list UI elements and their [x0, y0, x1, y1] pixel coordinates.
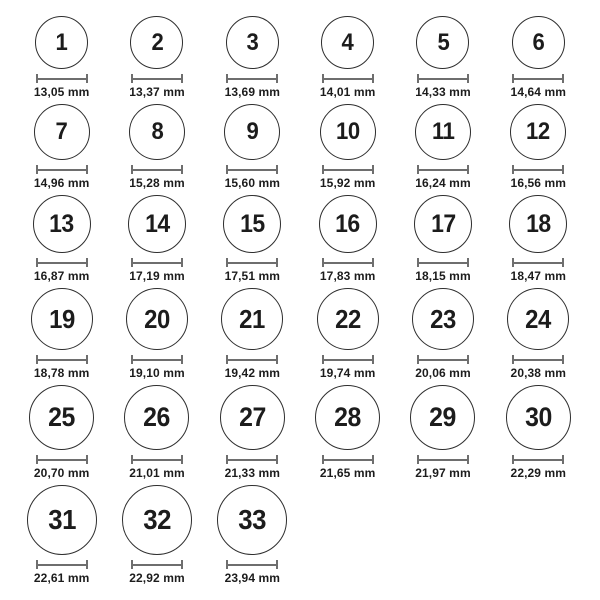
- diameter-ruler: [417, 74, 469, 83]
- ring-size-number: 16: [335, 209, 360, 238]
- diameter-label: 13,05 mm: [33, 85, 90, 99]
- ring-size-number: 13: [49, 209, 74, 238]
- ring-size-number: 1: [55, 28, 68, 56]
- diameter-ruler: [417, 165, 469, 174]
- ring-size-number: 18: [525, 209, 551, 238]
- ring-size-number: 33: [238, 504, 267, 535]
- diameter-label: 14,64 mm: [510, 85, 567, 99]
- diameter-ruler: [36, 258, 88, 267]
- ring-size-item: [14, 195, 109, 283]
- chart-row: [14, 16, 586, 99]
- ring-circle: [31, 288, 93, 350]
- diameter-label: 23,94 mm: [224, 571, 281, 585]
- diameter-ruler: [512, 74, 564, 83]
- chart-row: [14, 288, 586, 380]
- diameter-label: 19,10 mm: [129, 366, 185, 380]
- ring-size-item: [491, 195, 586, 283]
- ring-size-number: 29: [429, 402, 457, 432]
- ring-circle: [27, 485, 97, 555]
- diameter-ruler: [131, 165, 183, 174]
- ring-circle: [217, 485, 287, 555]
- ring-size-item: [109, 385, 204, 480]
- diameter-ruler: [417, 258, 469, 267]
- diameter-label: 20,70 mm: [33, 466, 90, 480]
- ring-size-item: [205, 385, 300, 480]
- ring-size-number: 27: [238, 402, 266, 432]
- ring-size-number: 26: [143, 402, 171, 432]
- ring-size-item: [109, 104, 204, 190]
- ring-circle: [320, 104, 376, 160]
- diameter-label: 17,19 mm: [129, 269, 185, 283]
- diameter-label: 16,56 mm: [510, 176, 567, 190]
- diameter-label: 17,51 mm: [224, 269, 281, 283]
- ring-size-item: [491, 16, 586, 99]
- diameter-ruler: [322, 74, 374, 83]
- diameter-ruler: [322, 355, 374, 364]
- chart-row: [14, 195, 586, 283]
- diameter-label: 14,33 mm: [415, 85, 471, 99]
- ring-size-item: [14, 16, 109, 99]
- diameter-label: 22,92 mm: [129, 571, 185, 585]
- ring-circle: [510, 104, 566, 160]
- diameter-label: 21,97 mm: [415, 466, 471, 480]
- ring-size-item: [300, 195, 395, 283]
- diameter-ruler: [512, 355, 564, 364]
- diameter-label: 20,06 mm: [415, 366, 471, 380]
- diameter-ruler: [512, 258, 564, 267]
- ring-circle: [414, 195, 472, 253]
- ring-circle: [220, 385, 285, 450]
- diameter-label: 19,74 mm: [319, 366, 376, 380]
- ring-circle: [128, 195, 186, 253]
- ring-size-number: 9: [246, 118, 259, 145]
- diameter-ruler: [131, 74, 183, 83]
- ring-circle: [129, 104, 185, 160]
- ring-circle: [512, 16, 565, 69]
- ring-circle: [509, 195, 567, 253]
- ring-circle: [29, 385, 94, 450]
- diameter-ruler: [417, 355, 469, 364]
- diameter-label: 21,01 mm: [129, 466, 185, 480]
- chart-row: [14, 385, 586, 480]
- ring-circle: [415, 104, 471, 160]
- ring-size-item: [491, 288, 586, 380]
- ring-size-item: [491, 104, 586, 190]
- ring-size-item: [395, 385, 490, 480]
- ring-size-number: 20: [144, 304, 170, 334]
- ring-size-item: [109, 288, 204, 380]
- ring-size-number: 23: [430, 304, 456, 334]
- ring-size-item: [205, 104, 300, 190]
- ring-size-number: 6: [532, 28, 545, 56]
- ring-size-item: [14, 485, 109, 585]
- diameter-ruler: [36, 165, 88, 174]
- ring-circle: [412, 288, 474, 350]
- ring-size-number: 12: [526, 118, 551, 145]
- ring-circle: [221, 288, 283, 350]
- diameter-label: 17,83 mm: [319, 269, 376, 283]
- diameter-ruler: [322, 165, 374, 174]
- ring-size-number: 8: [151, 118, 163, 145]
- ring-size-item: [14, 385, 109, 480]
- diameter-label: 21,33 mm: [224, 466, 281, 480]
- ring-size-number: 31: [47, 504, 76, 535]
- ring-size-number: 14: [144, 209, 170, 238]
- diameter-ruler: [226, 258, 278, 267]
- ring-circle: [507, 288, 569, 350]
- diameter-label: 19,42 mm: [224, 366, 281, 380]
- diameter-ruler: [131, 258, 183, 267]
- ring-circle: [126, 288, 188, 350]
- ring-size-number: 15: [239, 209, 265, 238]
- ring-circle: [315, 385, 380, 450]
- ring-size-number: 32: [143, 504, 171, 535]
- ring-size-item: [205, 485, 300, 585]
- diameter-label: 13,37 mm: [129, 85, 185, 99]
- ring-size-number: 24: [525, 304, 552, 334]
- diameter-label: 20,38 mm: [510, 366, 567, 380]
- diameter-ruler: [226, 560, 278, 569]
- ring-size-item: [205, 16, 300, 99]
- ring-size-item: [205, 195, 300, 283]
- ring-size-number: 21: [239, 304, 266, 334]
- diameter-ruler: [131, 455, 183, 464]
- ring-size-number: 19: [48, 304, 75, 334]
- ring-size-item: [109, 485, 204, 585]
- ring-circle: [226, 16, 279, 69]
- ring-size-number: 30: [524, 402, 552, 432]
- diameter-ruler: [36, 560, 88, 569]
- chart-row: [14, 104, 586, 190]
- ring-size-item: [300, 104, 395, 190]
- ring-circle: [317, 288, 379, 350]
- diameter-label: 21,65 mm: [319, 466, 376, 480]
- diameter-label: 22,29 mm: [510, 466, 567, 480]
- diameter-ruler: [226, 74, 278, 83]
- ring-size-number: 3: [246, 28, 259, 56]
- ring-size-item: [395, 195, 490, 283]
- ring-circle: [506, 385, 571, 450]
- diameter-label: 18,78 mm: [33, 366, 90, 380]
- ring-size-item: [395, 16, 490, 99]
- ring-circle: [321, 16, 374, 69]
- diameter-label: 18,47 mm: [510, 269, 567, 283]
- diameter-ruler: [417, 455, 469, 464]
- ring-size-item: [395, 104, 490, 190]
- ring-circle: [410, 385, 475, 450]
- ring-size-item: [300, 385, 395, 480]
- ring-size-item: [14, 104, 109, 190]
- ring-size-item: [395, 288, 490, 380]
- ring-size-number: 5: [437, 28, 449, 56]
- diameter-label: 15,92 mm: [319, 176, 376, 190]
- ring-circle: [122, 485, 192, 555]
- ring-size-number: 25: [48, 402, 76, 432]
- diameter-ruler: [131, 355, 183, 364]
- ring-circle: [35, 16, 88, 69]
- ring-size-number: 17: [430, 209, 456, 238]
- ring-size-number: 4: [341, 28, 354, 56]
- diameter-ruler: [131, 560, 183, 569]
- diameter-label: 22,61 mm: [33, 571, 90, 585]
- diameter-label: 16,24 mm: [415, 176, 471, 190]
- ring-size-number: 7: [55, 118, 68, 145]
- chart-row: [14, 485, 586, 585]
- diameter-ruler: [36, 74, 88, 83]
- ring-size-number: 22: [334, 304, 361, 334]
- ring-circle: [33, 195, 91, 253]
- ring-size-number: 10: [335, 118, 360, 145]
- diameter-ruler: [226, 455, 278, 464]
- diameter-label: 15,60 mm: [224, 176, 281, 190]
- ring-size-item: [300, 16, 395, 99]
- diameter-label: 16,87 mm: [33, 269, 90, 283]
- ring-circle: [416, 16, 469, 69]
- diameter-ruler: [322, 258, 374, 267]
- diameter-label: 13,69 mm: [224, 85, 281, 99]
- ring-circle: [124, 385, 189, 450]
- ring-circle: [130, 16, 183, 69]
- ring-size-item: [491, 385, 586, 480]
- diameter-ruler: [226, 355, 278, 364]
- diameter-label: 14,96 mm: [33, 176, 90, 190]
- ring-size-item: [205, 288, 300, 380]
- diameter-ruler: [512, 165, 564, 174]
- ring-size-item: [109, 195, 204, 283]
- ring-size-number: 28: [334, 402, 361, 432]
- ring-circle: [223, 195, 281, 253]
- diameter-ruler: [322, 455, 374, 464]
- diameter-ruler: [512, 455, 564, 464]
- ring-circle: [34, 104, 90, 160]
- ring-size-item: [109, 16, 204, 99]
- diameter-label: 15,28 mm: [129, 176, 185, 190]
- diameter-label: 18,15 mm: [415, 269, 471, 283]
- diameter-ruler: [226, 165, 278, 174]
- ring-circle: [319, 195, 377, 253]
- ring-size-number: 2: [151, 28, 163, 56]
- diameter-ruler: [36, 355, 88, 364]
- diameter-ruler: [36, 455, 88, 464]
- ring-size-item: [300, 288, 395, 380]
- diameter-label: 14,01 mm: [319, 85, 376, 99]
- ring-size-number: 11: [431, 118, 455, 145]
- ring-circle: [224, 104, 280, 160]
- ring-size-item: [14, 288, 109, 380]
